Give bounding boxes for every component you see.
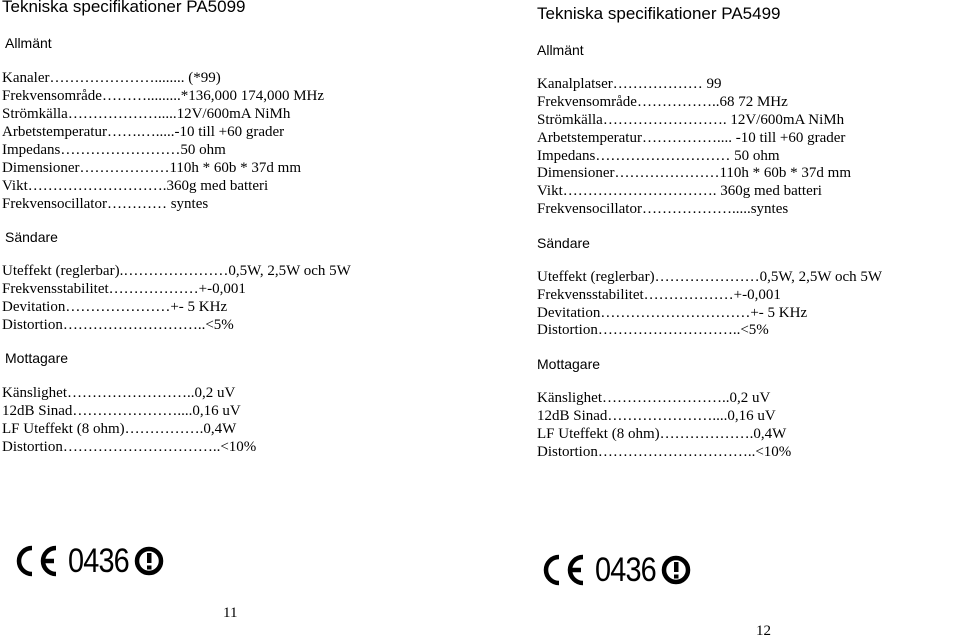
right-spec-line: LF Uteffekt (8 ohm)……………….0,4W <box>537 426 787 442</box>
left-heading-allmant: Allmänt <box>5 35 52 51</box>
right-spec-line: Känslighet……………………..0,2 uV <box>537 390 771 406</box>
right-ce-mark <box>539 553 691 587</box>
left-spec-line: Arbetstemperatur…….….....-10 till +60 grader <box>2 124 285 140</box>
right-heading-allmant: Allmänt <box>537 42 584 58</box>
left-spec-line: Distortion…………………………..<10% <box>2 439 257 455</box>
right-spec-line: Strömkälla……………………. 12V/600mA NiMh <box>537 112 845 128</box>
left-heading-mottagare: Mottagare <box>5 350 69 366</box>
right-spec-line: Uteffekt (reglerbar)…………………0,5W, 2,5W och 5W <box>537 269 883 285</box>
left-spec-line: Vikt……………………….360g med batteri <box>2 178 269 194</box>
left-spec-line: Frekvensstabilitet………………+-0,001 <box>2 281 246 297</box>
right-spec-line: Frekvensstabilitet………………+-0,001 <box>537 287 781 303</box>
right-spec-line: Kanalplatser……………… 99 <box>537 76 722 92</box>
left-spec-line: Frekvensområde……….........*136,000 174,000 MHz <box>2 88 325 104</box>
left-spec-line: Dimensioner………………110h * 60b * 37d mm <box>2 160 302 176</box>
ce-notified-body-number: 0436 <box>595 551 656 589</box>
left-spec-line: 12dB Sinad…………………....0,16 uV <box>2 403 241 419</box>
right-heading-mottagare: Mottagare <box>537 356 601 372</box>
left-spec-line: Känslighet……………………..0,2 uV <box>2 385 236 401</box>
left-ce-mark <box>12 544 164 578</box>
left-title: Tekniska specifikationer PA5099 <box>2 0 246 16</box>
ce-logo-icon <box>12 544 62 578</box>
left-spec-line: Impedans……………………50 ohm <box>2 142 226 158</box>
right-spec-line: Dimensioner…………………110h * 60b * 37d mm <box>537 165 852 181</box>
right-spec-line: Distortion………………………..<5% <box>537 322 769 338</box>
right-page-number: 12 <box>756 623 771 639</box>
right-spec-line: Distortion…………………………..<10% <box>537 444 792 460</box>
right-spec-line: Devitation…………………………+- 5 KHz <box>537 305 808 321</box>
left-spec-line: Distortion………………………..<5% <box>2 317 234 333</box>
ce-notified-body-number: 0436 <box>68 542 129 580</box>
right-spec-line: 12dB Sinad…………………....0,16 uV <box>537 408 776 424</box>
right-spec-line: Frekvensområde……………..68 72 MHz <box>537 94 788 110</box>
left-spec-line: LF Uteffekt (8 ohm)…………….0,4W <box>2 421 237 437</box>
right-spec-line: Vikt…………………………. 360g med batteri <box>537 183 822 199</box>
alert-class-icon <box>661 555 691 585</box>
left-spec-line: Devitation…………………+- 5 KHz <box>2 299 228 315</box>
right-title: Tekniska specifikationer PA5499 <box>537 4 781 23</box>
left-spec-line: Kanaler…………………........ (*99) <box>2 70 221 86</box>
right-heading-sandare: Sändare <box>537 235 590 251</box>
right-spec-line: Impedans……………………… 50 ohm <box>537 148 780 164</box>
ce-logo-icon <box>539 553 589 587</box>
left-spec-line: Uteffekt (reglerbar).…………………0,5W, 2,5W och 5W <box>2 263 351 279</box>
left-heading-sandare: Sändare <box>5 229 58 245</box>
left-spec-line: Frekvensocillator………… syntes <box>2 196 209 212</box>
left-spec-line: Strömkälla……………….....12V/600mA NiMh <box>2 106 291 122</box>
right-spec-line: Arbetstemperatur…………….... -10 till +60 grader <box>537 130 846 146</box>
alert-class-icon <box>134 546 164 576</box>
left-page-number: 11 <box>223 605 238 621</box>
right-spec-line: Frekvensocillator……………….....syntes <box>537 201 789 217</box>
